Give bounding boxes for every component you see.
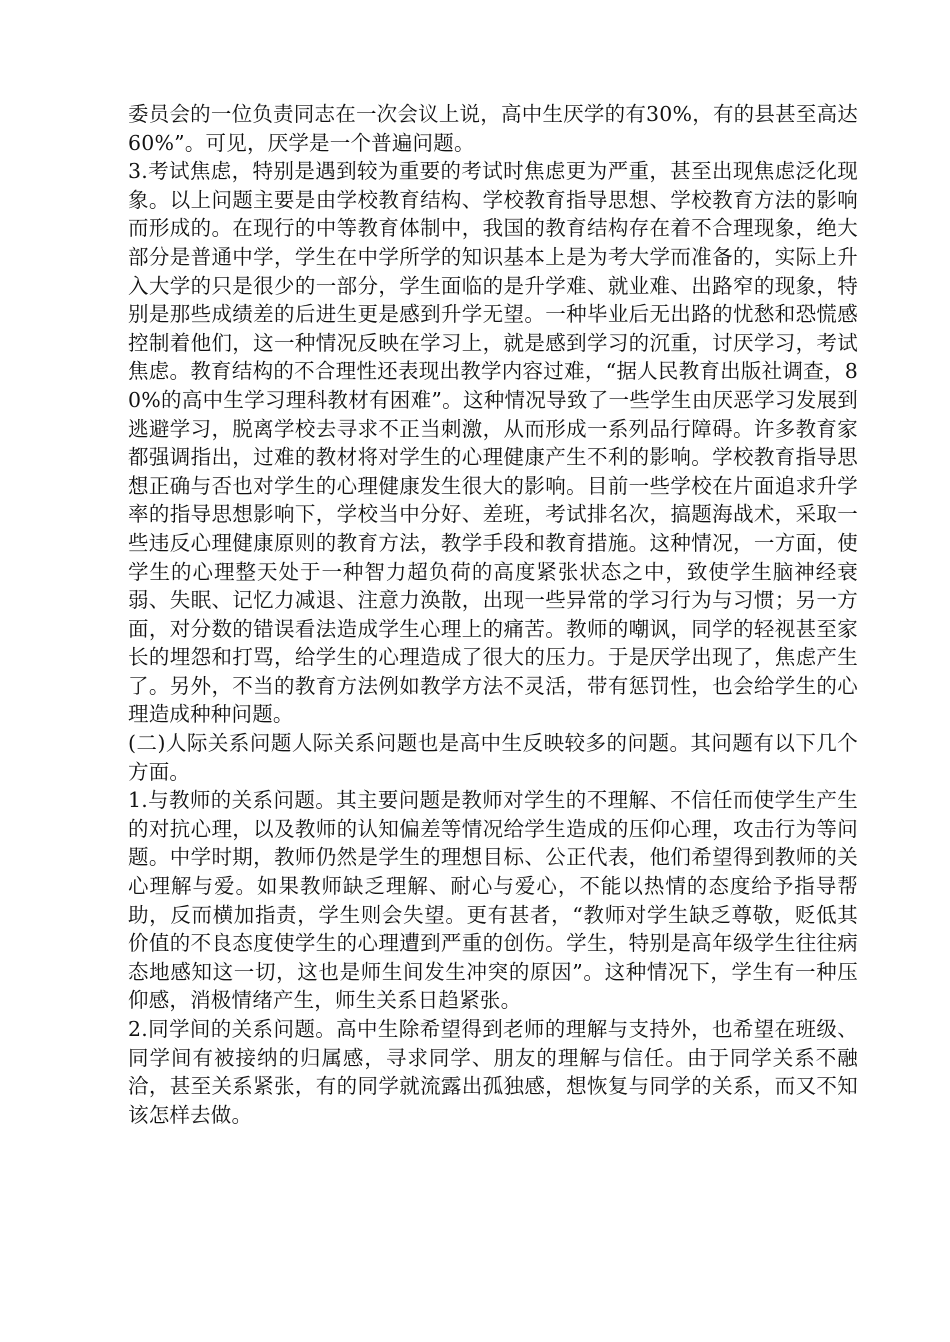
paragraph-truancy-summary: 委员会的一位负责同志在一次会议上说，高中生厌学的有30%，有的县甚至高达60%”。可见，厌学是一个普遍问题。: [128, 102, 858, 155]
paragraph-exam-anxiety: 3.考试焦虑，特别是遇到较为重要的考试时焦虑更为严重，甚至出现焦虑泛化现象。以上问题主要是由学校教育结构、学校教育指导思想、学校教育方法的影响而形成的。在现行的中等教育体制中，我国的教育结构存在着不合理现象，绝大部分是普通中学，学生在中学所学的知识基本上是为考大学而准备的，实际上升入大学的只是很少的一部分，学生面临的是升学难、就业难、出路窄的现象，特别是那些成绩差的后进生更是感到升学无望。一种毕业后无出路的忧愁和恐慌感控制着他们，这一种情况反映在学习上，就是感到学习的沉重，讨厌学习，考试焦虑。教育结构的不合理性还表现出教学内容过难，“据人民教育出版社调查，80%的高中生学习理科教材有困难”。这种情况导致了一些学生由厌恶学习发展到逃避学习，脱离学校去寻求不正当刺激，从而形成一系列品行障碍。许多教育家都强调指出，过难的教材将对学生的心理健康产生不利的影响。学校教育指导思想正确与否也对学生的心理健康发生很大的影响。目前一些学校在片面追求升学率的指导思想影响下，学校当中分好、差班，考试排名次，搞题海战术，采取一些违反心理健康原则的教育方法，教学手段和教育措施。这种情况，一方面，使学生的心理整天处于一种智力超负荷的高度紧张状态之中，致使学生脑神经衰弱、失眠、记忆力减退、注意力涣散，出现一些异常的学习行为与习惯；另一方面，对分数的错误看法造成学生心理上的痛苦。教师的嘲讽，同学的轻视甚至家长的埋怨和打骂，给学生的心理造成了很大的压力。于是厌学出现了，焦虑产生了。另外，不当的教育方法例如教学方法不灵活，带有惩罚性，也会给学生的心理造成种种问题。: [128, 159, 858, 727]
paragraph-peer-relations: 2.同学间的关系问题。高中生除希望得到老师的理解与支持外，也希望在班级、同学间有被接纳的归属感，寻求同学、朋友的理解与信任。由于同学关系不融洽，甚至关系紧张，有的同学就流露出孤独感，想恢复与同学的关系，而又不知该怎样去做。: [128, 1017, 858, 1127]
paragraph-interpersonal-heading: (二)人际关系问题人际关系问题也是高中生反映较多的问题。其问题有以下几个方面。: [128, 731, 858, 784]
document-body: [128, 100, 858, 1129]
paragraph-teacher-relations: 1.与教师的关系问题。其主要问题是教师对学生的不理解、不信任而使学生产生的对抗心理，以及教师的认知偏差等情况给学生造成的压仰心理，攻击行为等问题。中学时期，教师仍然是学生的理想目标、公正代表，他们希望得到教师的关心理解与爱。如果教师缺乏理解、耐心与爱心，不能以热情的态度给予指导帮助，反而横加指责，学生则会失望。更有甚者，“教师对学生缺乏尊敬，贬低其价值的不良态度使学生的心理遭到严重的创伤。学生，特别是高年级学生往往病态地感知这一切，这也是师生间发生冲突的原因”。这种情况下，学生有一种压仰感，消极情绪产生，师生关系日趋紧张。: [128, 788, 858, 1013]
